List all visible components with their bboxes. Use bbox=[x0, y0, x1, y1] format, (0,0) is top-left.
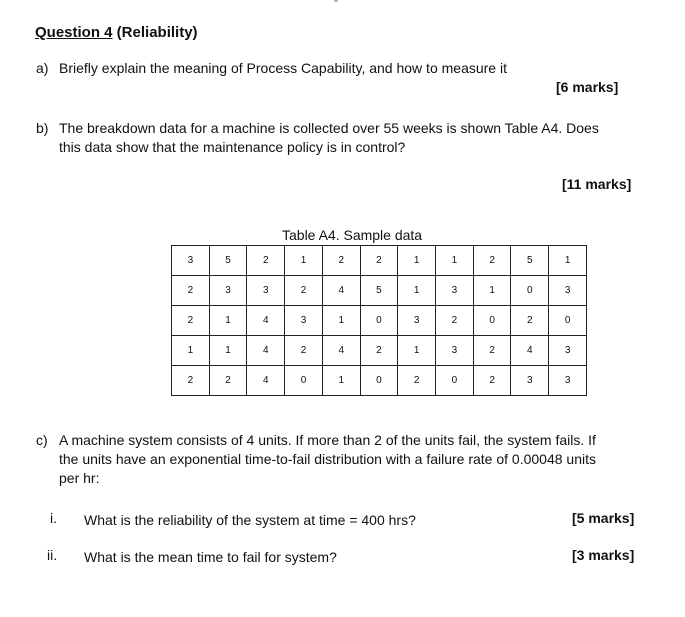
table-cell: 2 bbox=[360, 246, 398, 276]
table-cell: 4 bbox=[322, 336, 360, 366]
table-cell: 3 bbox=[549, 336, 587, 366]
part-c-line2: the units have an exponential time-to-fail distribution with a failure rate of 0.00048 units bbox=[59, 451, 596, 467]
table-cell: 1 bbox=[473, 276, 511, 306]
subpart-ii-label: ii. bbox=[47, 547, 58, 563]
table-cell: 1 bbox=[549, 246, 587, 276]
part-a-text: Briefly explain the meaning of Process Capability, and how to measure it bbox=[59, 60, 507, 76]
table-cell: 3 bbox=[247, 276, 285, 306]
table-cell: 2 bbox=[473, 366, 511, 396]
table-cell: 3 bbox=[285, 306, 323, 336]
table-cell: 1 bbox=[285, 246, 323, 276]
table-cell: 0 bbox=[360, 306, 398, 336]
table-cell: 0 bbox=[436, 366, 474, 396]
table-cell: 2 bbox=[172, 366, 210, 396]
table-cell: 3 bbox=[549, 276, 587, 306]
table-cell: 4 bbox=[322, 276, 360, 306]
table-cell: 4 bbox=[511, 336, 549, 366]
table-cell: 1 bbox=[209, 306, 247, 336]
table-cell: 2 bbox=[473, 246, 511, 276]
table-cell: 1 bbox=[398, 336, 436, 366]
table-caption: Table A4. Sample data bbox=[282, 227, 423, 243]
table-cell: 1 bbox=[436, 246, 474, 276]
table-row bbox=[172, 306, 587, 336]
subpart-i-label: i. bbox=[50, 510, 57, 526]
table-cell: 3 bbox=[549, 366, 587, 396]
table-cell: 4 bbox=[247, 366, 285, 396]
page-top-mark bbox=[334, 0, 338, 2]
sample-data-table bbox=[171, 245, 587, 396]
table-cell: 3 bbox=[511, 366, 549, 396]
table-row bbox=[172, 336, 587, 366]
table-cell: 2 bbox=[511, 306, 549, 336]
table-cell: 3 bbox=[436, 336, 474, 366]
table-cell: 1 bbox=[322, 366, 360, 396]
table-cell: 4 bbox=[247, 306, 285, 336]
table-row bbox=[172, 246, 587, 276]
table-cell: 0 bbox=[285, 366, 323, 396]
table-cell: 4 bbox=[247, 336, 285, 366]
table-cell: 2 bbox=[209, 366, 247, 396]
part-b-line1: The breakdown data for a machine is collected over 55 weeks is shown Table A4. Does bbox=[59, 120, 599, 136]
table-cell: 5 bbox=[511, 246, 549, 276]
table-cell: 2 bbox=[285, 276, 323, 306]
part-b-label: b) bbox=[36, 120, 49, 136]
table-cell: 0 bbox=[511, 276, 549, 306]
table-cell: 1 bbox=[398, 276, 436, 306]
subpart-i-marks: [5 marks] bbox=[572, 510, 635, 526]
table-cell: 2 bbox=[285, 336, 323, 366]
question-heading bbox=[35, 24, 198, 41]
table-cell: 5 bbox=[360, 276, 398, 306]
table-cell: 1 bbox=[398, 246, 436, 276]
table-cell: 1 bbox=[322, 306, 360, 336]
table-cell: 2 bbox=[322, 246, 360, 276]
subpart-ii-marks: [3 marks] bbox=[572, 547, 635, 563]
subpart-i-text: What is the reliability of the system at time = 400 hrs? bbox=[84, 512, 416, 528]
table-cell: 0 bbox=[549, 306, 587, 336]
table-cell: 2 bbox=[360, 336, 398, 366]
table-cell: 2 bbox=[473, 336, 511, 366]
part-c-line1: A machine system consists of 4 units. If more than 2 of the units fail, the system fails. If bbox=[59, 432, 596, 448]
table-cell: 2 bbox=[172, 276, 210, 306]
table-cell: 3 bbox=[436, 276, 474, 306]
part-c-label: c) bbox=[36, 432, 48, 448]
table-cell: 0 bbox=[360, 366, 398, 396]
table-row bbox=[172, 366, 587, 396]
part-b-marks: [11 marks] bbox=[562, 176, 632, 192]
table-cell: 3 bbox=[209, 276, 247, 306]
table-cell: 5 bbox=[209, 246, 247, 276]
table-cell: 2 bbox=[247, 246, 285, 276]
table-cell: 2 bbox=[436, 306, 474, 336]
part-a-marks: [6 marks] bbox=[556, 79, 619, 95]
part-b-line2: this data show that the maintenance policy is in control? bbox=[59, 139, 406, 155]
question-topic: (Reliability) bbox=[112, 24, 198, 41]
table-cell: 1 bbox=[172, 336, 210, 366]
table-cell: 3 bbox=[172, 246, 210, 276]
subpart-ii-text: What is the mean time to fail for system? bbox=[84, 549, 337, 565]
table-cell: 3 bbox=[398, 306, 436, 336]
table-cell: 1 bbox=[209, 336, 247, 366]
table-cell: 0 bbox=[473, 306, 511, 336]
table-cell: 2 bbox=[398, 366, 436, 396]
table-row bbox=[172, 276, 587, 306]
question-number: Question 4 bbox=[35, 24, 113, 41]
table-cell: 2 bbox=[172, 306, 210, 336]
part-c-line3: per hr: bbox=[59, 470, 100, 486]
part-a-label: a) bbox=[36, 60, 49, 76]
